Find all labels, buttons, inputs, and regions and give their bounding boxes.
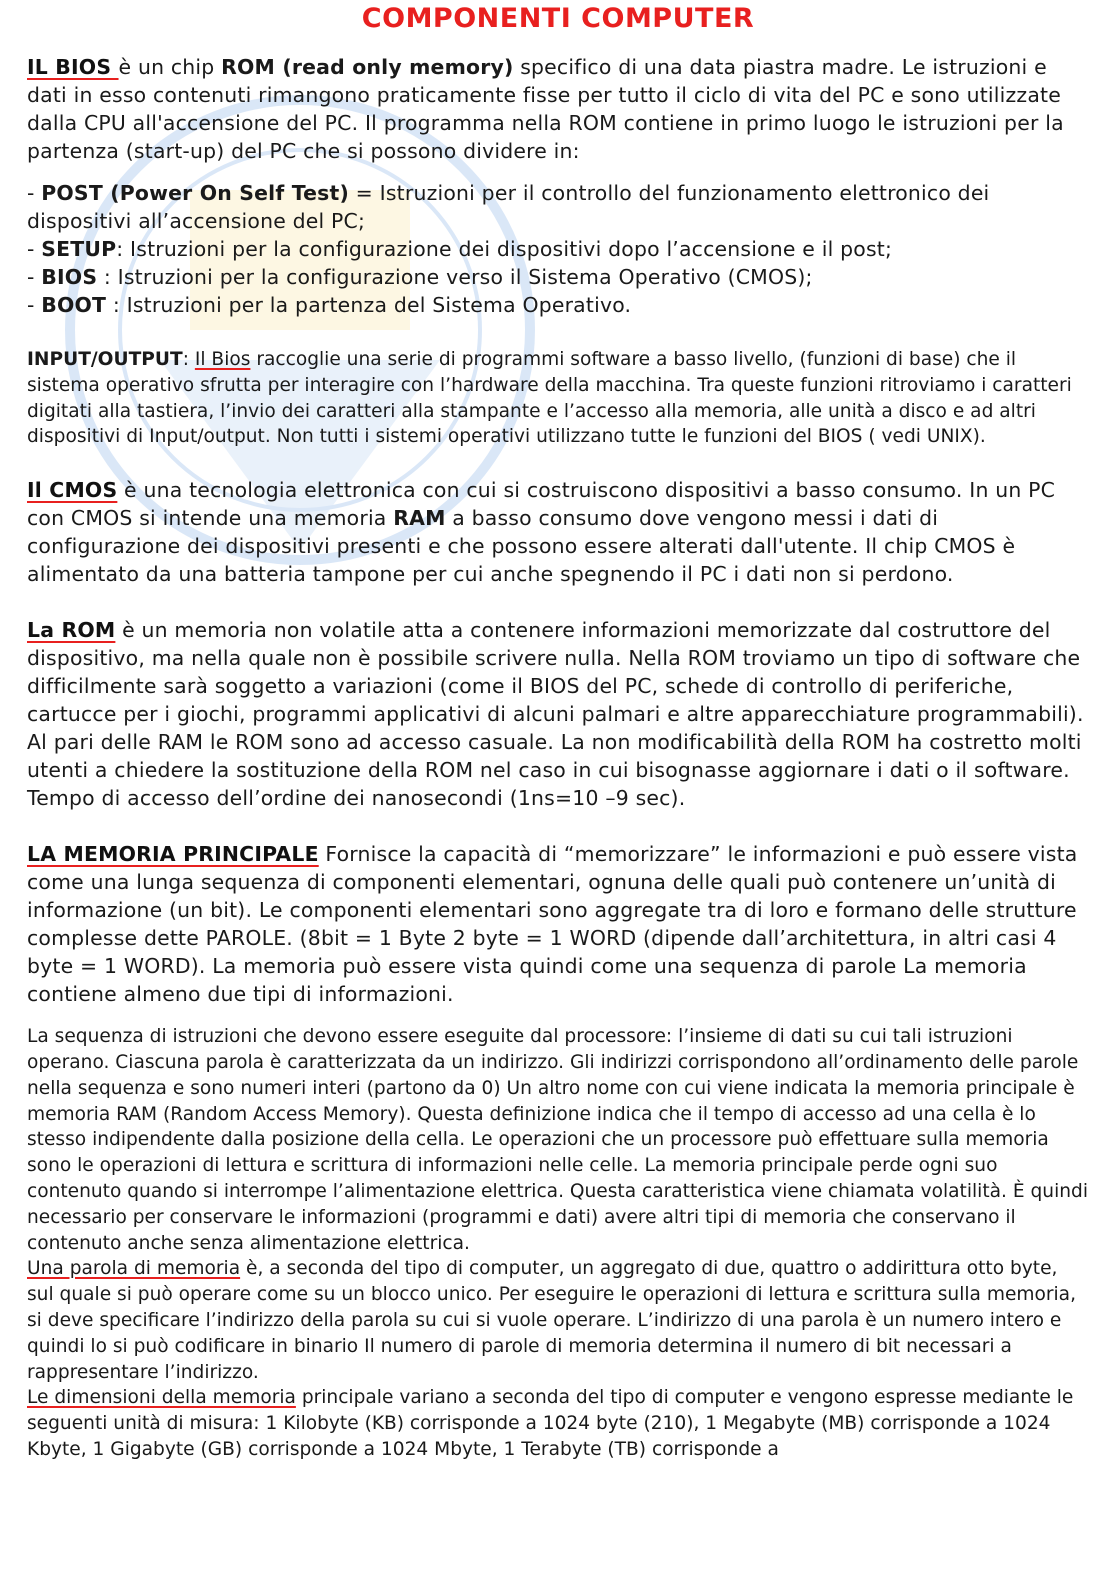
- memoria-heading: LA MEMORIA PRINCIPALE: [27, 842, 319, 867]
- cmos-heading: Il CMOS: [27, 478, 118, 503]
- dimensioni-paragraph: Le dimensioni della memoria principale variano a seconda del tipo di computer e vengono espresse mediante le seguenti unità di misura: 1 Kilobyte (KB) corrisponde a 1024 byte (210), 1 Megabyte (MB) corrisponde a 1024 Kbyte, 1 Gigabyte (GB) corrisponde a 1024 Mbyte, 1 Terabyte (TB) corrisponde a: [27, 1387, 1074, 1460]
- io-label: INPUT/OUTPUT: [27, 349, 183, 370]
- sequence-paragraph: La sequenza di istruzioni che devono essere eseguite dal processore: l’insieme di dati su cui tali istruzioni operano. Ciascuna parola è caratterizzata da un indirizzo. Gli indirizzi corrispondono all’ordinamento delle parole nella sequenza e sono numeri interi (partono da 0) Un altro nome con cui viene indicata la memoria principale è memoria RAM (Random Access Memory). Questa definizione indica che il tempo di accesso ad una cella è lo stesso indipendente dalla posizione della cella. Le operazioni che un processore può effettuare sulla memoria sono le operazioni di lettura e scrittura di informazioni nelle celle. La memoria principale perde ogni suo contenuto quando si interrompe l’alimentazione elettrica. Questa caratteristica viene chiamata volatilità. È quindi necessario per conservare le informazioni (programmi e dati) avere altri tipi di memoria che conservano il contenuto anche senza alimentazione elettrica.: [27, 1026, 1088, 1254]
- rom-heading: La ROM: [27, 618, 116, 643]
- bios-paragraph: IL BIOS è un chip ROM (read only memory) specifico di una data piastra madre. Le istruzioni e dati in esso contenuti rimangono praticamente fisse per tutto il ciclo di vita del PC e sono utilizzate dalla CPU all'accensione del PC. Il programma nella ROM contiene in primo luogo le istruzioni per la partenza (start-up) del PC che si possono dividere in:: [27, 55, 1064, 163]
- list-item-post: - POST (Power On Self Test) = Istruzioni per il controllo del funzionamento elettronico dei dispositivi all’accensione del PC;: [27, 181, 990, 233]
- cmos-paragraph: Il CMOS è una tecnologia elettronica con cui si costruiscono dispositivi a basso consumo. In un PC con CMOS si intende una memoria RAM a basso consumo dove vengono messi i dati di configurazione dei dispositivi presenti e che possono essere alterati dall'utente. Il chip CMOS è alimentato da una batteria tampone per cui anche spegnendo il PC i dati non si perdono.: [27, 478, 1056, 587]
- parola-paragraph: Una parola di memoria è, a seconda del tipo di computer, un aggregato di due, quattro o addirittura otto byte, sul quale si può operare come su un blocco unico. Per eseguire le operazioni di lettura e scrittura sulla memoria, si deve specificare l’indirizzo della parola su cui si vuole operare. L’indirizzo di una parola è un numero intero e quindi lo si può codificare in binario Il numero di parole di memoria determina il numero di bit necessari a rappresentare l’indirizzo.: [27, 1258, 1076, 1383]
- list-item-boot: - BOOT : Istruzioni per la partenza del Sistema Operativo.: [27, 293, 632, 317]
- memoria-paragraph: LA MEMORIA PRINCIPALE Fornisce la capacità di “memorizzare” le informazioni e può essere vista come una lunga sequenza di componenti elementari, ognuna delle quali può contenere un’unità di informazione (un bit). Le componenti elementari sono aggregate tra di loro e formano delle strutture complesse dette PAROLE. (8bit = 1 Byte 2 byte = 1 WORD (dipende dall’architettura, in altri casi 4 byte = 1 WORD). La memoria può essere vista quindi come una sequenza di parole La memoria contiene almeno due tipi di informazioni.: [27, 842, 1078, 1007]
- rom-term: ROM (read only memory): [221, 55, 514, 79]
- bios-heading: IL BIOS: [27, 55, 119, 79]
- parola-link: Una parola di memoria: [27, 1258, 241, 1280]
- dimensioni-link: Le dimensioni della memoria: [27, 1387, 296, 1409]
- page-title: COMPONENTI COMPUTER: [361, 3, 755, 34]
- list-item-setup: - SETUP: Istruzioni per la configurazione dei dispositivi dopo l’accensione e il post;: [27, 237, 893, 261]
- io-paragraph: INPUT/OUTPUT: Il Bios raccoglie una serie di programmi software a basso livello, (funzioni di base) che il sistema operativo sfrutta per interagire con l’hardware della macchina. Tra queste funzioni ritroviamo i caratteri digitati alla tastiera, l’invio dei caratteri alla stampante e l’accesso alla memoria, alle unità a disco e ad altri dispositivi di Input/output. Non tutti i sistemi operativi utilizzano tutte le funzioni del BIOS ( vedi UNIX).: [27, 349, 1072, 448]
- rom-paragraph: La ROM è un memoria non volatile atta a contenere informazioni memorizzate dal costruttore del dispositivo, ma nella quale non è possibile scrivere nulla. Nella ROM troviamo un tipo di software che difficilmente sarà soggetto a variazioni (come il BIOS del PC, schede di controllo di periferiche, cartucce per i giochi, programmi applicativi di alcuni palmari e altre apparecchiature programmabili). Al pari delle RAM le ROM sono ad accesso casuale. La non modificabilità della ROM ha costretto molti utenti a chiedere la sostituzione della ROM nel caso in cui bisognasse aggiornare i dati o il software. Tempo di accesso dell’ordine dei nanosecondi (1ns=10 –9 sec).: [27, 618, 1084, 811]
- ram-term: RAM: [393, 506, 446, 531]
- document-page: [27, 0, 1089, 1463]
- list-item-bios: - BIOS : Istruzioni per la configurazione verso il Sistema Operativo (CMOS);: [27, 265, 813, 289]
- bios-function-list: [27, 179, 1089, 319]
- il-bios-link: Il Bios: [194, 349, 251, 370]
